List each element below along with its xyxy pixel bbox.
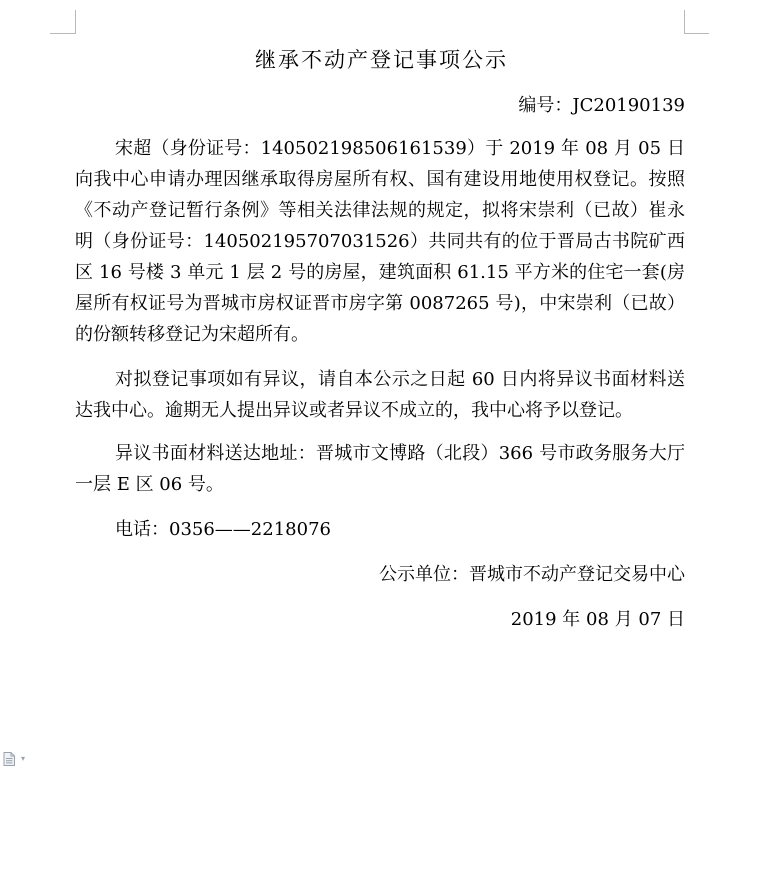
date-line: 2019 年 08 月 07 日	[510, 609, 685, 630]
paragraph-application: 宋超（身份证号：140502198506161539）于 2019 年 08 月 05 日向我中心申请办理因继承取得房屋所有权、国有建设用地使用权登记。按照《不动产登记暂行条例》等相关法律法规的规定，拟将宋崇利（已故）崔永明（身份证号：140502195707031526）共同共有的位于晋局古书院矿西区 16 号楼 3 单元 1 层 2 号的房屋，建筑面积 61.15 平方米的住宅一套(房屋所有权证号为晋城市房权证晋市房字第 0087265 号)，中宋崇利（已故）的份额转移登记为宋超所有。	[75, 138, 685, 345]
document-body	[75, 90, 685, 635]
document-number: 编号：JC20190139	[518, 95, 685, 116]
document-paste-icon[interactable]	[3, 752, 15, 766]
phone-line: 电话：0356——2218076	[115, 519, 331, 540]
paragraph-objection: 对拟登记事项如有异议，请自本公示之日起 60 日内将异议书面材料送达我中心。逾期无人提出异议或者异议不成立的，我中心将予以登记。	[75, 369, 685, 421]
page-corner-mark-top-left	[50, 10, 76, 34]
publisher-line: 公示单位：晋城市不动产登记交易中心	[379, 564, 685, 585]
paragraph-address: 异议书面材料送达地址：晋城市文博路（北段）366 号市政务服务大厅一层 E 区 06 号。	[75, 443, 685, 495]
page-corner-mark-top-right	[684, 10, 709, 34]
chevron-down-icon[interactable]: ▾	[21, 754, 26, 763]
document-title: 继承不动产登记事项公示	[255, 48, 508, 72]
